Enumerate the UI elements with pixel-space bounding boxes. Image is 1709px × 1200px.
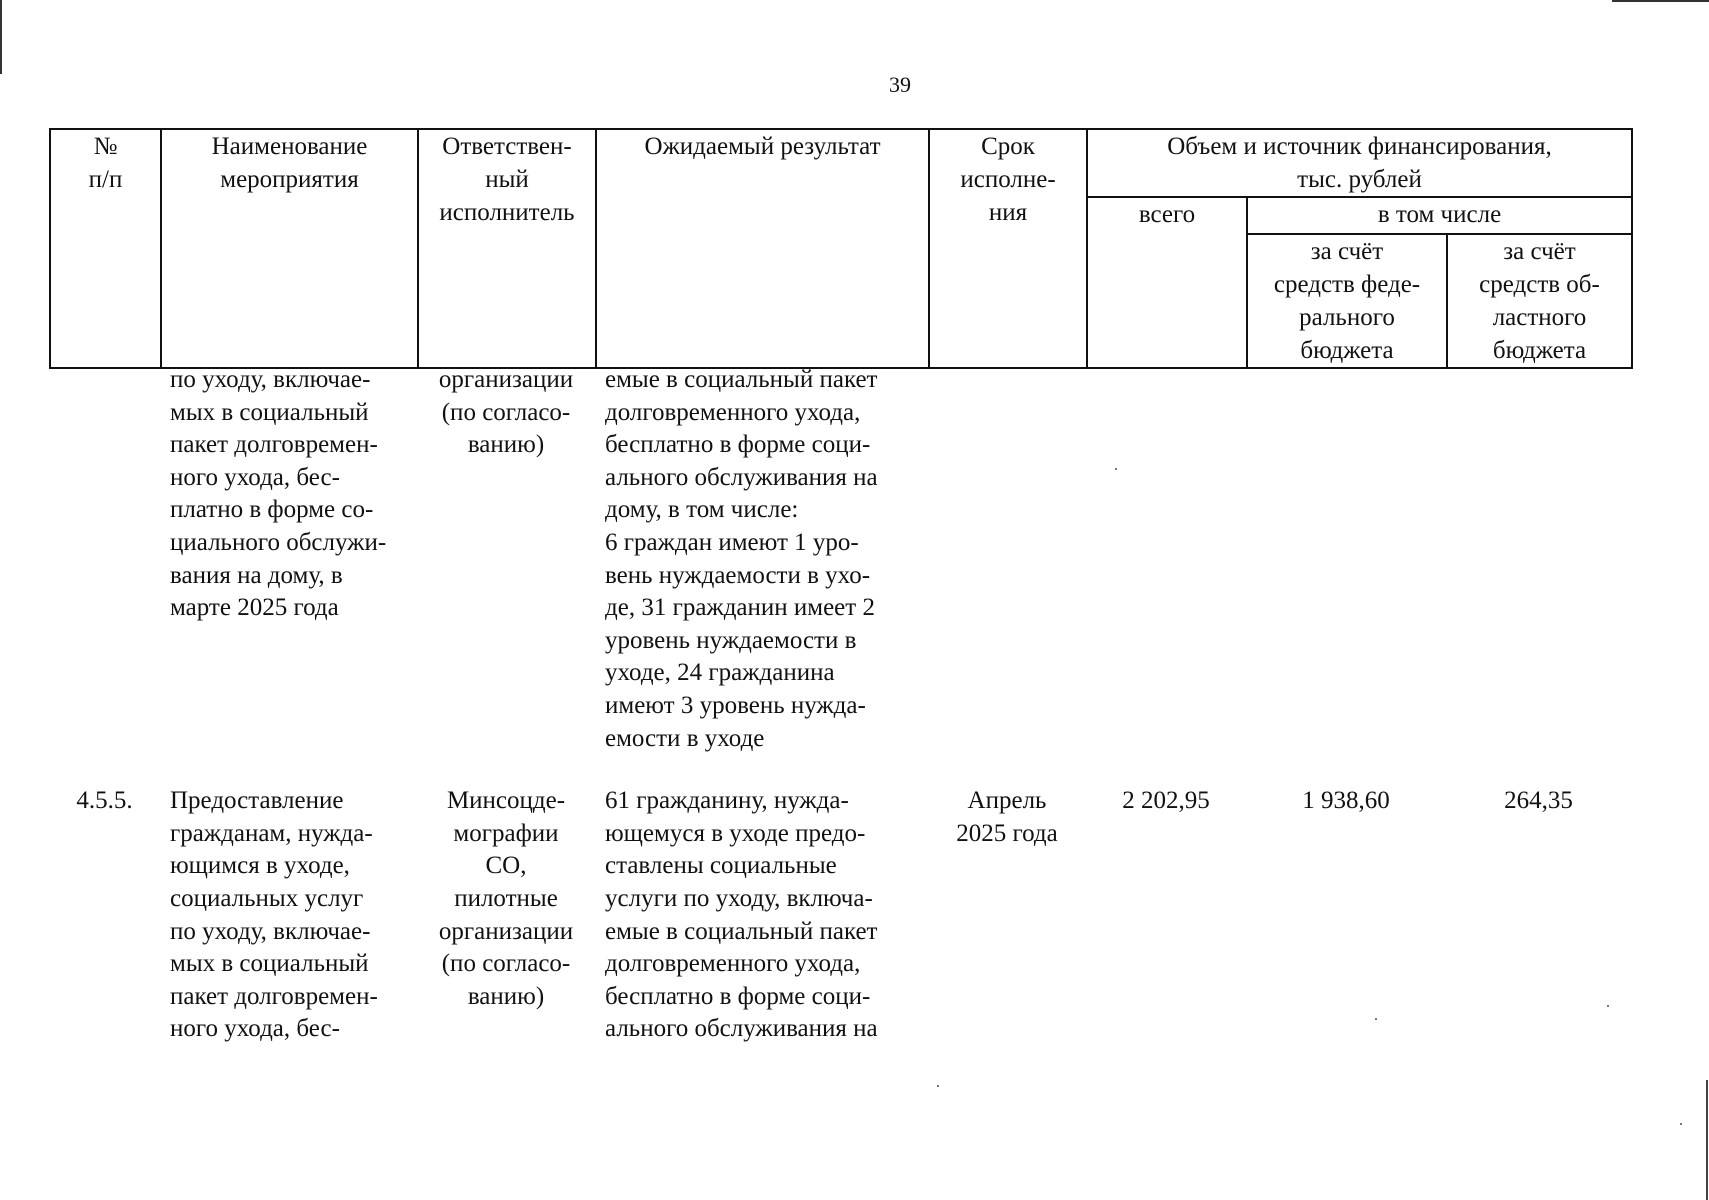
row-number [49,364,160,785]
header-regional: за счёт средств об- ластного бюджета [1447,234,1632,368]
row-federal [1246,364,1446,785]
row-number: 4.5.5. [76,787,133,815]
header-deadline: Срок исполне- ния [929,129,1087,368]
header-including: в том числе [1247,197,1632,234]
table-body [49,364,1631,1046]
scan-edge-mark-right [1706,1080,1708,1200]
header-name: Наименование мероприятия [161,129,418,368]
table-header [49,128,1633,369]
header-financing: Объем и источник финансирования, тыс. рублей [1087,129,1632,197]
table-row [49,785,1631,1046]
header-total: всего [1087,197,1247,368]
row-name: по уходу, включае- мых в социальный пакет долговремен- ного ухода, бес- платно в форме со- циального обслужи- вания на дому, в марте 2025 года [170,366,387,622]
row-executor: Минсоцде- мографии СО, пилотные организации (по согласо- ванию) [438,787,574,1010]
row-deadline: Апрель 2025 года [956,787,1058,847]
row-regional [1446,364,1631,785]
scan-speck [937,1085,939,1087]
row-name: Предоставление гражданам, нужда- ющимся в уходе, социальных услуг по уходу, включае- мых в социальный пакет долговремен- ного ухода, бес- [170,787,378,1043]
scan-speck [1680,1123,1682,1125]
scan-edge-mark-top [1612,0,1709,2]
row-executor: организации (по согласо- ванию) [438,366,574,459]
header-number: № п/п [50,129,161,368]
row-deadline [928,364,1086,785]
page-number: 39 [889,72,911,97]
header-executor: Ответствен- ный исполнитель [418,129,596,368]
row-total: 2 202,95 [1122,787,1210,815]
header-federal: за счёт средств феде- рального бюджета [1247,234,1447,368]
row-regional: 264,35 [1504,787,1573,815]
header-result: Ожидаемый результат [596,129,929,368]
scan-edge-mark-left [0,0,2,74]
row-result: емые в социальный пакет долговременного ухода, бесплатно в форме соци- ального обслуживания на дому, в том числе: 6 граждан имеют 1 уро- вень нуждаемости в ухо- де, 31 гражданин имеет 2 уровень нуждаемости в уходе, 24 гражданина имеют 3 уровень нужда- емости в уходе [605,366,878,752]
table-row [49,364,1631,785]
row-result: 61 гражданину, нужда- ющемуся в уходе предо- ставлены социальные услуги по уходу, включа- емые в социальный пакет долговременного ухода, бесплатно в форме соци- ального обслуживания на [605,787,878,1043]
row-total [1086,364,1246,785]
row-federal: 1 938,60 [1302,787,1390,815]
